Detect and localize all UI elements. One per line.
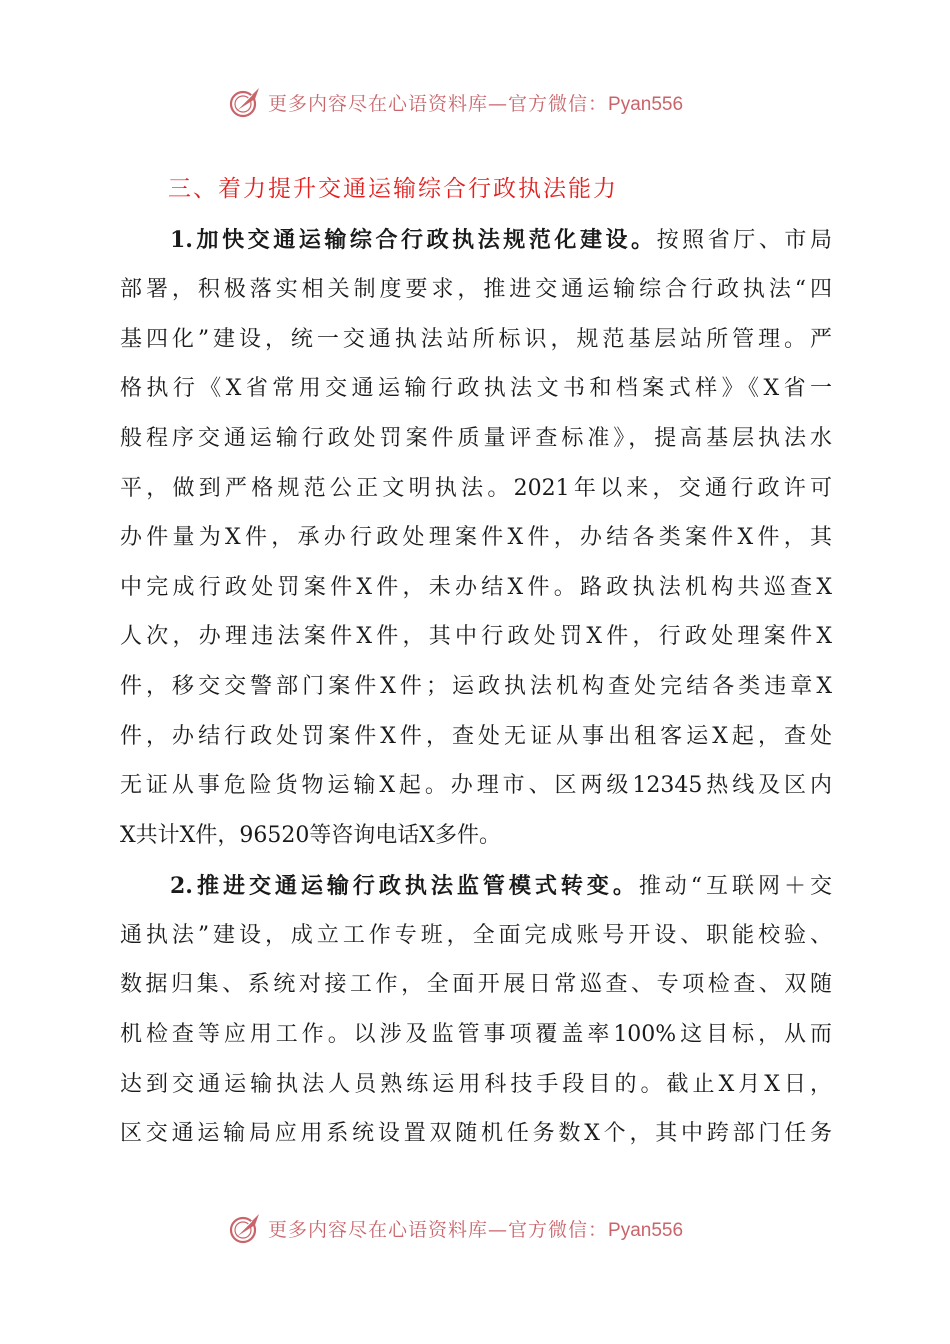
paragraph-line: 机检查等应用工作。以涉及监管事项覆盖率100%这目标，从而 [120,1022,832,1047]
paragraph-line: 通执法”建设，成立工作专班，全面完成账号开设、职能校验、 [120,923,832,948]
paragraph-line: 平，做到严格规范公正文明执法。2021年以来，交通行政许可 [120,476,832,501]
paragraph-line: 件，移交交警部门案件X件；运政执法机构查处完结各类违章X [120,674,832,699]
watermark-text: 更多内容尽在心语资料库—官方微信：Pyan556 [268,92,684,115]
watermark-banner-top [0,82,950,122]
quill-pen-seal-icon [228,85,262,119]
watermark-text: 更多内容尽在心语资料库—官方微信：Pyan556 [268,1218,684,1241]
section-heading: 三、着力提升交通运输综合行政执法能力 [168,176,618,202]
paragraph-line: 2.推进交通运输行政执法监管模式转变。推动“互联网＋交 [170,873,832,899]
paragraph-line: 件，办结行政处罚案件X件，查处无证从事出租客运X起，查处 [120,724,832,749]
paragraph-line: 部署，积极落实相关制度要求，推进交通运输综合行政执法“四 [120,277,832,302]
paragraph-line: 办件量为X件，承办行政处理案件X件，办结各类案件X件，其 [120,525,832,550]
paragraph-line: 中完成行政处罚案件X件，未办结X件。路政执法机构共巡查X [120,575,832,600]
paragraph-line: 1.加快交通运输综合行政执法规范化建设。按照省厅、市局 [170,227,832,253]
paragraph-line: 格执行《X省常用交通运输行政执法文书和档案式样》《X省一 [120,376,832,401]
paragraph-line: 区交通运输局应用系统设置双随机任务数X个，其中跨部门任务 [120,1121,832,1146]
paragraph-line: 达到交通运输执法人员熟练运用科技手段目的。截止X月X日， [120,1072,832,1097]
paragraph-line: 人次，办理违法案件X件，其中行政处罚X件，行政处理案件X [120,624,832,649]
paragraph-lead: 1.加快交通运输综合行政执法规范化建设。 [170,227,657,253]
paragraph-line: X共计X件，96520等咨询电话X多件。 [120,823,501,848]
quill-pen-seal-icon [228,1211,262,1245]
paragraph-line: 数据归集、系统对接工作，全面开展日常巡查、专项检查、双随 [120,972,832,997]
paragraph-line: 无证从事危险货物运输X起。办理市、区两级12345热线及区内 [120,773,832,798]
watermark-banner-bottom [0,1208,950,1248]
paragraph-line: 基四化”建设，统一交通执法站所标识，规范基层站所管理。严 [120,327,832,352]
paragraph-line: 般程序交通运输行政处罚案件质量评查标准》，提高基层执法水 [120,426,832,451]
paragraph-lead: 2.推进交通运输行政执法监管模式转变。 [170,873,639,899]
